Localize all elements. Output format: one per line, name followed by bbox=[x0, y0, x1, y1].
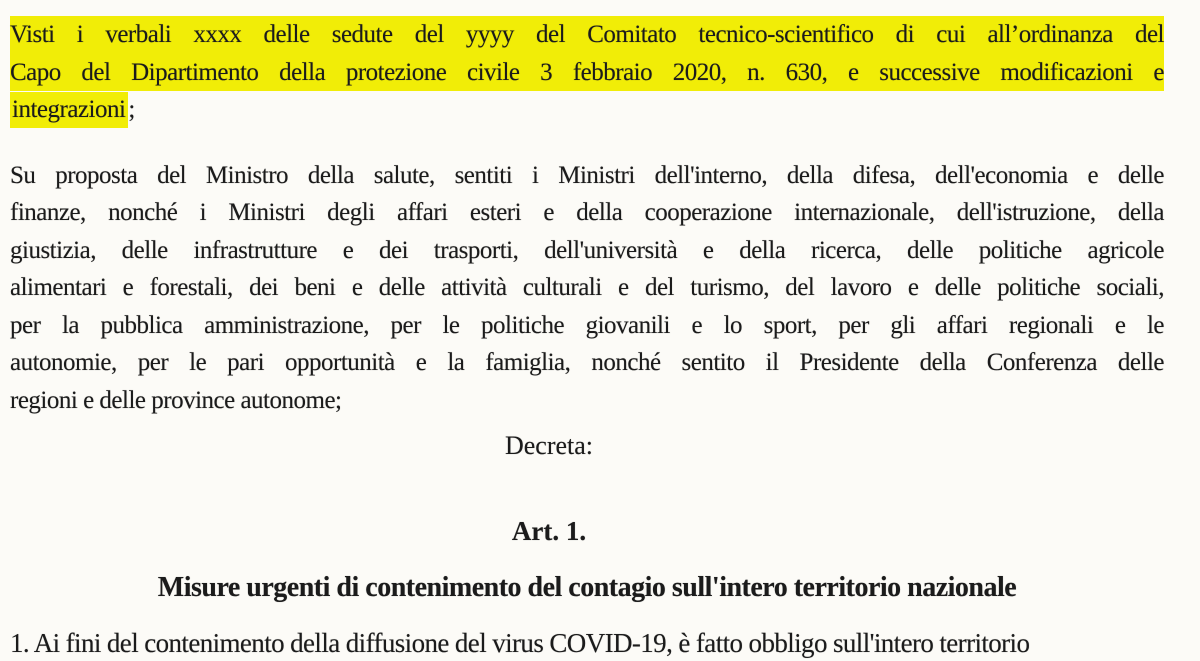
text-line: Su proposta del Ministro della salute, sentiti i Ministri dell'interno, della difesa, dell'economia e delle bbox=[10, 161, 1164, 189]
article-number: Art. 1. bbox=[511, 516, 587, 546]
text-line: giustizia, delle infrastrutture e dei trasporti, dell'università e della ricerca, delle politiche agricole bbox=[10, 236, 1164, 264]
proposal-paragraph bbox=[10, 157, 1164, 420]
highlighted-clause bbox=[10, 16, 1164, 129]
highlighted-clause-last-line bbox=[10, 91, 1164, 129]
decreta-label: Decreta: bbox=[504, 431, 594, 460]
text-line: regioni e delle province autonome; bbox=[10, 386, 342, 414]
article-title: Misure urgenti di contenimento del contagio sull'intero territorio nazionale bbox=[157, 572, 1017, 603]
text-line: autonomie, per le pari opportunità e la famiglia, nonché sentito il Presidente della Conferenza delle bbox=[10, 349, 1164, 376]
text-line: alimentari e forestali, dei beni e delle attività culturali e del turismo, del lavoro e delle politiche sociali, bbox=[10, 274, 1164, 301]
text-line: per la pubblica amministrazione, per le politiche giovanili e lo sport, per gli affari regionali e le bbox=[10, 311, 1164, 339]
article-body-first-line: 1. Ai fini del contenimento della diffusione del virus COVID-19, è fatto obbligo sull'intero territorio bbox=[10, 628, 1030, 658]
text-line: finanze, nonché i Ministri degli affari esteri e della cooperazione internazionale, dell'istruzione, della bbox=[10, 199, 1164, 226]
clause-terminator: ; bbox=[128, 96, 135, 123]
highlighted-clause-line: Capo del Dipartimento della protezione civile 3 febbraio 2020, n. 630, e successive modificazioni e bbox=[10, 54, 1164, 92]
highlighted-clause-line: Visti i verbali xxxx delle sedute del yyyy del Comitato tecnico-scientifico di cui all’ordinanza del bbox=[10, 16, 1164, 54]
highlighted-word: integrazioni bbox=[10, 92, 128, 128]
